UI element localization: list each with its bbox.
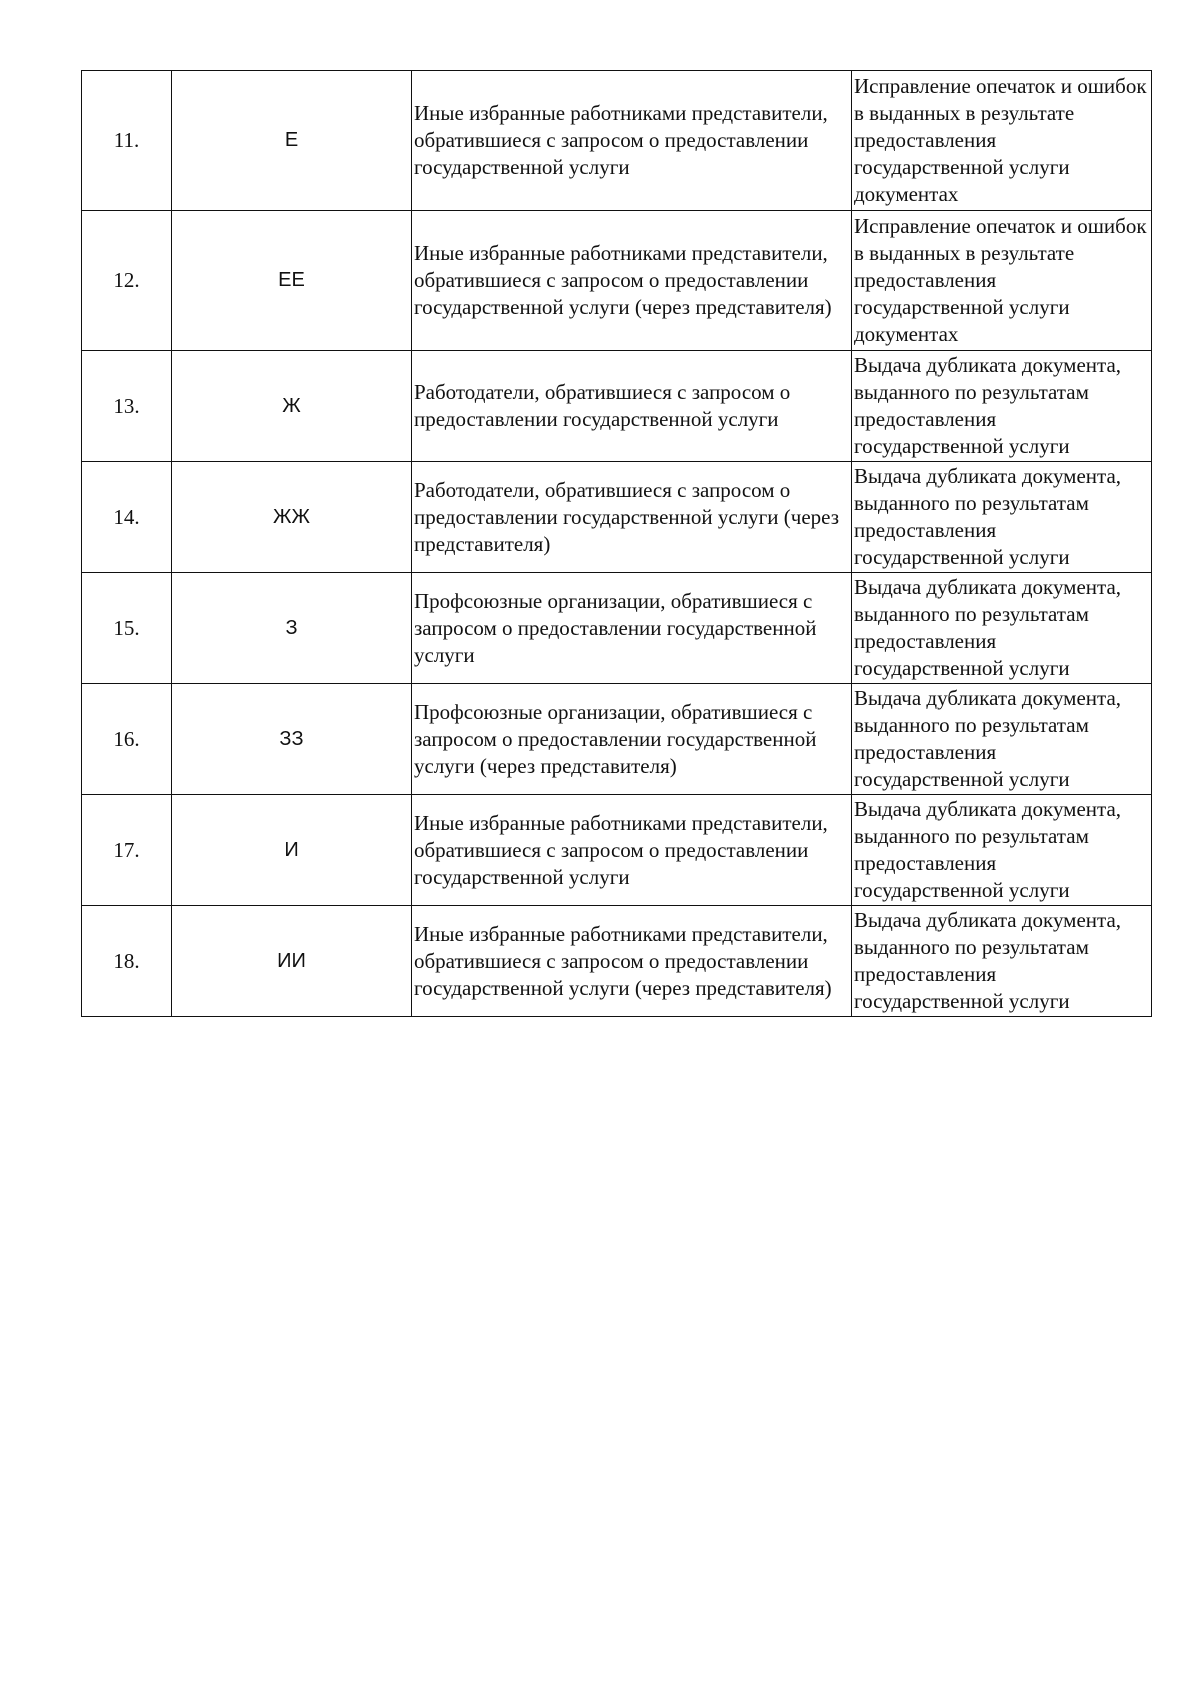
- table-row: [82, 71, 1152, 211]
- table-row: [82, 573, 1152, 684]
- table-row: [82, 351, 1152, 462]
- service-result: Исправление опечаток и ошибок в выданных в результате предоставления государственной услуги документах: [852, 211, 1152, 351]
- service-result: Выдача дубликата документа, выданного по результатам предоставления государственной услуги: [852, 684, 1152, 795]
- service-result: Выдача дубликата документа, выданного по результатам предоставления государственной услуги: [852, 462, 1152, 573]
- service-result: Выдача дубликата документа, выданного по результатам предоставления государственной услуги: [852, 351, 1152, 462]
- row-number: 18.: [82, 906, 172, 1017]
- applicant-category: Иные избранные работниками представители, обратившиеся с запросом о предоставлении государственной услуги: [412, 71, 852, 211]
- applicant-code: ЗЗ: [172, 684, 412, 795]
- applicant-code: Ж: [172, 351, 412, 462]
- applicant-category: Работодатели, обратившиеся с запросом о предоставлении государственной услуги: [412, 351, 852, 462]
- applicant-code: З: [172, 573, 412, 684]
- service-result: Исправление опечаток и ошибок в выданных в результате предоставления государственной услуги документах: [852, 71, 1152, 211]
- row-number: 17.: [82, 795, 172, 906]
- applicant-category: Иные избранные работниками представители, обратившиеся с запросом о предоставлении государственной услуги (через представителя): [412, 906, 852, 1017]
- applicant-category: Профсоюзные организации, обратившиеся с запросом о предоставлении государственной услуги: [412, 573, 852, 684]
- table-row: [82, 906, 1152, 1017]
- row-number: 12.: [82, 211, 172, 351]
- applicant-code: Е: [172, 71, 412, 211]
- table-row: [82, 211, 1152, 351]
- service-result: Выдача дубликата документа, выданного по результатам предоставления государственной услуги: [852, 795, 1152, 906]
- applicant-category: Иные избранные работниками представители, обратившиеся с запросом о предоставлении государственной услуги (через представителя): [412, 211, 852, 351]
- table-row: [82, 684, 1152, 795]
- applicant-category: Профсоюзные организации, обратившиеся с запросом о предоставлении государственной услуги (через представителя): [412, 684, 852, 795]
- service-table: [81, 70, 1152, 1017]
- table-row: [82, 795, 1152, 906]
- applicant-category: Иные избранные работниками представители, обратившиеся с запросом о предоставлении государственной услуги: [412, 795, 852, 906]
- applicant-code: ЖЖ: [172, 462, 412, 573]
- applicant-category: Работодатели, обратившиеся с запросом о предоставлении государственной услуги (через представителя): [412, 462, 852, 573]
- row-number: 14.: [82, 462, 172, 573]
- applicant-code: ИИ: [172, 906, 412, 1017]
- service-result: Выдача дубликата документа, выданного по результатам предоставления государственной услуги: [852, 906, 1152, 1017]
- row-number: 11.: [82, 71, 172, 211]
- table-row: [82, 462, 1152, 573]
- row-number: 13.: [82, 351, 172, 462]
- service-result: Выдача дубликата документа, выданного по результатам предоставления государственной услуги: [852, 573, 1152, 684]
- applicant-code: ЕЕ: [172, 211, 412, 351]
- row-number: 16.: [82, 684, 172, 795]
- applicant-code: И: [172, 795, 412, 906]
- row-number: 15.: [82, 573, 172, 684]
